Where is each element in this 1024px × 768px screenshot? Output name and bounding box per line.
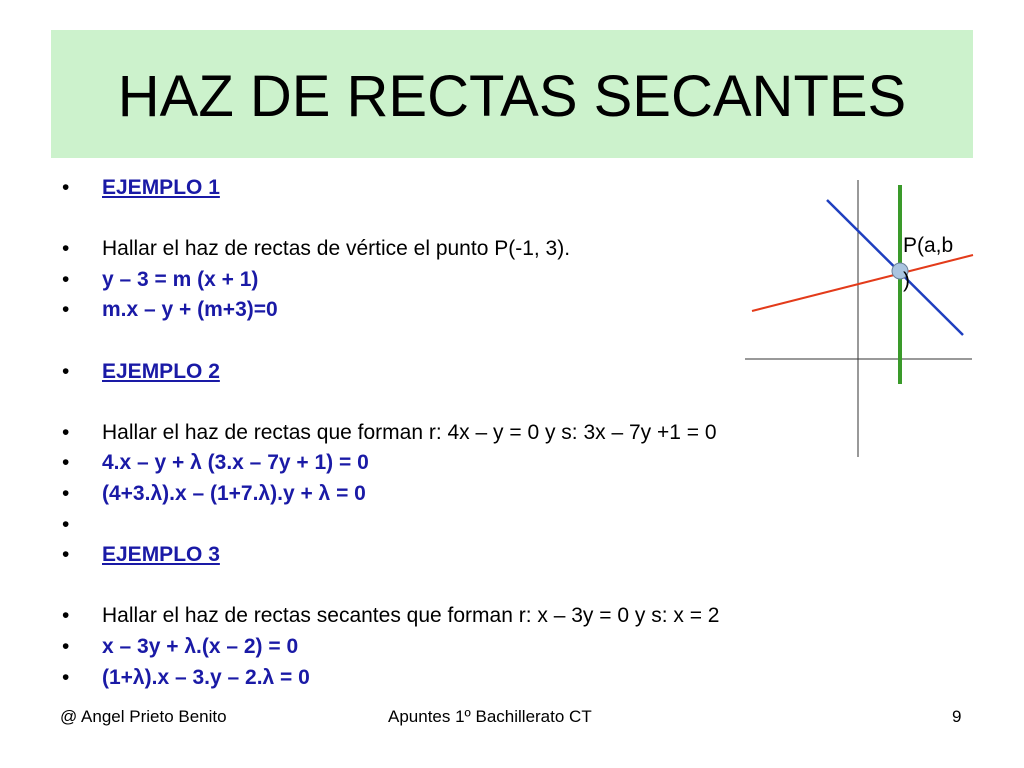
bullet-dot-icon: • [62, 634, 70, 658]
bullet-item [60, 663, 920, 694]
bullet-text: Hallar el haz de rectas secantes que forman r: x – 3y = 0 y s: x = 2 [102, 604, 720, 628]
bullet-item [60, 510, 920, 541]
bullet-dot-icon: • [62, 298, 70, 322]
lines-diagram [740, 175, 980, 465]
bullet-item [60, 632, 920, 663]
bullet-dot-icon: • [62, 543, 70, 567]
bullet-dot-icon: • [62, 359, 70, 383]
bullet-dot-icon: • [62, 267, 70, 291]
bullet-dot-icon: • [62, 665, 70, 689]
red-line [752, 255, 973, 311]
bullet-heading [60, 540, 920, 571]
bullet-text: EJEMPLO 2 [102, 359, 220, 383]
bullet-spacer [60, 571, 920, 602]
footer-author: @ Angel Prieto Benito [60, 707, 227, 726]
point-label: P(a,b [903, 234, 954, 257]
bullet-item [60, 601, 920, 632]
bullet-text: 4.x – y + λ (3.x – 7y + 1) = 0 [102, 451, 369, 475]
bullet-dot-icon: • [62, 176, 70, 199]
bullet-text: (1+λ).x – 3.y – 2.λ = 0 [102, 665, 310, 689]
point-label-paren: ) [903, 269, 910, 292]
bullet-text: EJEMPLO 3 [102, 543, 220, 567]
slide-title: HAZ DE RECTAS SECANTES [117, 64, 907, 129]
bullet-dot-icon: • [62, 451, 70, 475]
bullet-item [60, 479, 920, 510]
bullet-text: (4+3.λ).x – (1+7.λ).y + λ = 0 [102, 481, 366, 505]
bullet-dot-icon: • [62, 512, 70, 536]
bullet-text: EJEMPLO 1 [102, 176, 220, 199]
bullet-dot-icon: • [62, 237, 70, 261]
bullet-text: Hallar el haz de rectas que forman r: 4x – y = 0 y s: 3x – 7y +1 = 0 [102, 420, 717, 444]
bullet-dot-icon: • [62, 604, 70, 628]
bullet-dot-icon: • [62, 420, 70, 444]
bullet-text: m.x – y + (m+3)=0 [102, 298, 278, 322]
footer-course: Apuntes 1º Bachillerato CT [388, 707, 592, 726]
bullet-text: Hallar el haz de rectas de vértice el punto P(-1, 3). [102, 237, 571, 261]
bullet-dot-icon: • [62, 481, 70, 505]
footer-page-number: 9 [952, 707, 962, 726]
bullet-text: y – 3 = m (x + 1) [102, 267, 259, 291]
bullet-text: x – 3y + λ.(x – 2) = 0 [102, 634, 299, 658]
